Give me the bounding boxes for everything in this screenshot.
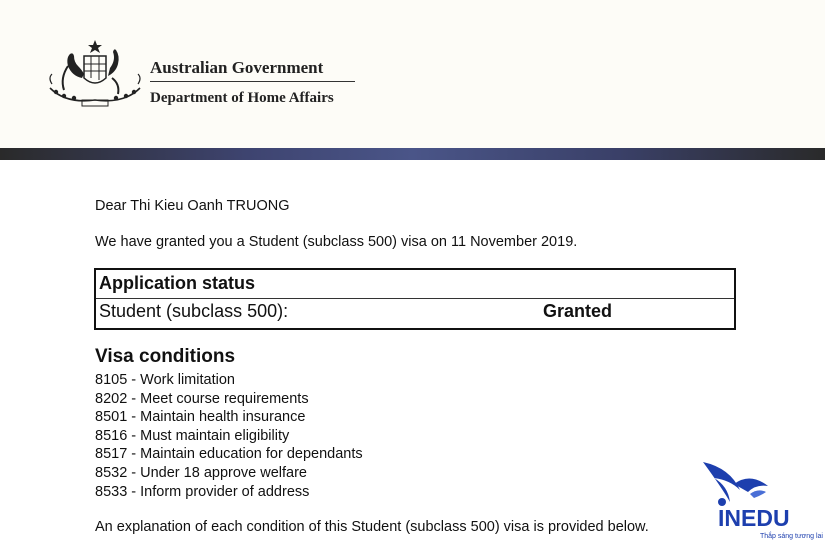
explanation-text: An explanation of each condition of this Student (subclass 500) visa is provided below. [95,519,649,535]
status-divider [96,298,734,299]
coat-of-arms-icon [46,38,144,110]
grant-statement: We have granted you a Student (subclass 500) visa on 11 November 2019. [95,234,578,250]
condition-item: 8501 - Maintain health insurance [95,409,306,426]
header-divider [150,81,355,82]
letterhead [0,0,825,148]
condition-item: 8202 - Meet course requirements [95,390,309,407]
application-status-box [94,268,736,330]
department-name: Department of Home Affairs [150,90,334,106]
status-value: Granted [543,301,613,321]
government-name: Australian Government [150,58,324,77]
watermark-tagline: Thắp sáng tương lai [760,533,823,540]
status-title: Application status [99,273,256,293]
condition-item: 8516 - Must maintain eligibility [95,427,290,444]
letter-salutation: Dear Thi Kieu Oanh TRUONG [95,198,290,214]
condition-item: 8532 - Under 18 approve welfare [95,464,307,481]
condition-item: 8533 - Inform provider of address [95,483,310,500]
watermark-brand: INEDU [718,505,790,531]
status-visa-label: Student (subclass 500): [99,301,289,321]
conditions-list [95,371,363,501]
condition-item: 8517 - Maintain education for dependants [95,446,363,463]
header-band [0,148,825,160]
conditions-heading: Visa conditions [95,346,236,367]
condition-item: 8105 - Work limitation [95,372,235,388]
